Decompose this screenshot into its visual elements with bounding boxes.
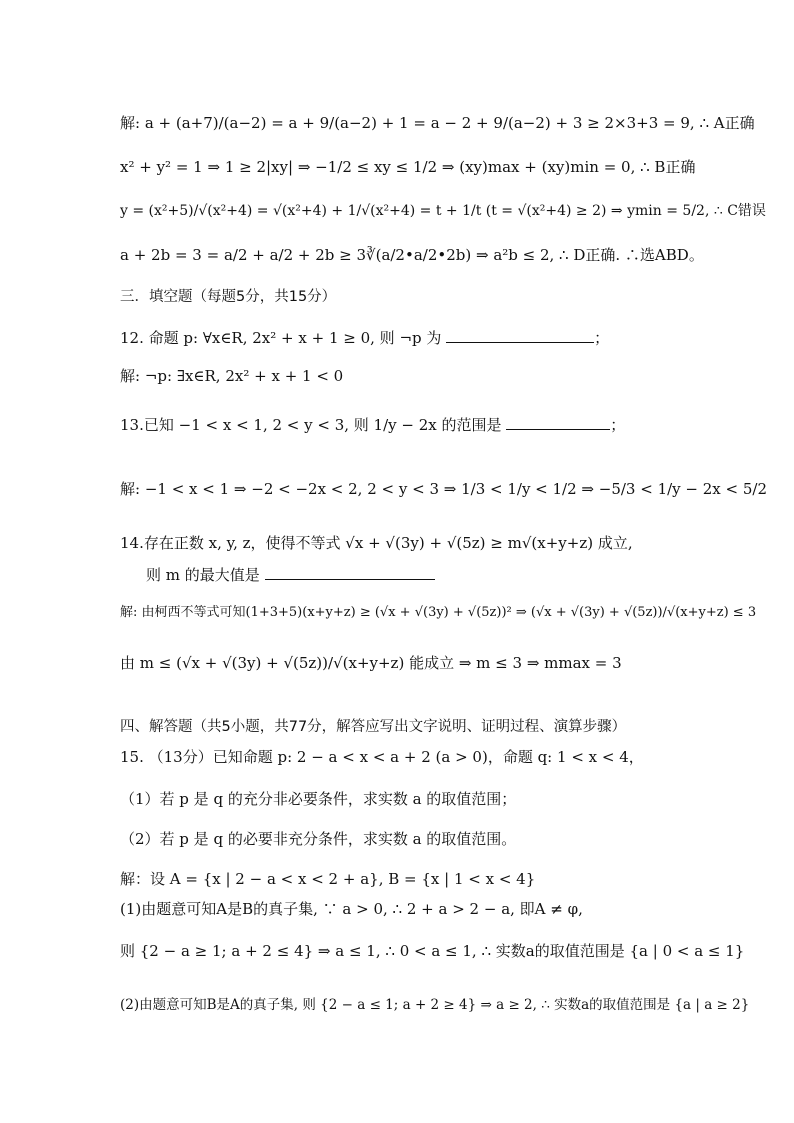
q15-solution-1b: 则 {2 − a ≥ 1; a + 2 ≤ 4} ⇒ a ≤ 1, ∴ 0 < a ≤ 1, ∴ 实数a的取值范围是 {a | 0 < a ≤ 1}	[120, 942, 745, 960]
q13-question-row: 13.已知 −1 < x < 1, 2 < y < 3, 则 1/y − 2x 的范围是 ；	[120, 416, 626, 434]
q14-answer-blank[interactable]	[265, 565, 435, 580]
q15-stem: 15. （13分）已知命题 p: 2 − a < x < a + 2 (a > 0)，命题 q: 1 < x < 4，	[120, 748, 644, 766]
q14-question: 14.存在正数 x, y, z，使得不等式 √x + √(3y) + √(5z) ≥ m√(x+y+z) 成立,	[120, 534, 633, 552]
q13-answer: 解: −1 < x < 1 ⇒ −2 < −2x < 2, 2 < y < 3 ⇒ 1/3 < 1/y < 1/2 ⇒ −5/3 < 1/y − 2x < 5/2	[120, 480, 767, 498]
q12-question: 12. 命题 p: ∀x∈R, 2x² + x + 1 ≥ 0, 则 ¬p 为	[120, 329, 442, 347]
q12-answer-blank[interactable]	[446, 328, 594, 343]
solution-11-line-a-text: 解: a + (a+7)/(a−2) = a + 9/(a−2) + 1 = a − 2 + 9/(a−2) + 3 ≥ 2×3+3 = 9, ∴ A正确	[120, 114, 755, 132]
q14-question2: 则 m 的最大值是	[146, 566, 260, 584]
section-3-title: 三．填空题（每题5分，共15分）	[120, 289, 337, 305]
q15-solution-2: (2)由题意可知B是A的真子集, 则 {2 − a ≤ 1; a + 2 ≥ 4} ⇒ a ≥ 2, ∴ 实数a的取值范围是 {a | a ≥ 2}	[120, 997, 750, 1013]
q15-solution-1a: (1)由题意可知A是B的真子集, ∵ a > 0, ∴ 2 + a > 2 − a, 即A ≠ φ,	[120, 900, 583, 918]
q13-answer-blank[interactable]	[506, 415, 610, 430]
q12-answer: 解: ¬p: ∃x∈R, 2x² + x + 1 < 0	[120, 367, 344, 385]
q13-question: 13.已知 −1 < x < 1, 2 < y < 3, 则 1/y − 2x 的范围是	[120, 416, 502, 434]
q15-part1: （1）若 p 是 q 的充分非必要条件，求实数 a 的取值范围；	[120, 790, 517, 808]
q14-question-row2	[146, 564, 435, 586]
q12-question-row: 12. 命题 p: ∀x∈R, 2x² + x + 1 ≥ 0, 则 ¬p 为 ；	[120, 329, 610, 347]
solution-11-line-b: x² + y² = 1 ⇒ 1 ≥ 2|xy| ⇒ −1/2 ≤ xy ≤ 1/2 ⇒ (xy)max + (xy)min = 0, ∴ B正确	[120, 158, 696, 176]
solution-11-line-c: y = (x²+5)/√(x²+4) = √(x²+4) + 1/√(x²+4) = t + 1/t (t = √(x²+4) ≥ 2) ⇒ ymin = 5/2, ∴ C错误	[120, 203, 766, 219]
q15-solution-set: 解：设 A = {x | 2 − a < x < 2 + a}, B = {x | 1 < x < 4}	[120, 870, 536, 888]
q14-answer-2: 由 m ≤ (√x + √(3y) + √(5z))/√(x+y+z) 能成立 ⇒ m ≤ 3 ⇒ mmax = 3	[120, 654, 622, 672]
solution-11-line-d: a + 2b = 3 = a/2 + a/2 + 2b ≥ 3∛(a/2•a/2•2b) ⇒ a²b ≤ 2, ∴ D正确. ∴选ABD。	[120, 246, 704, 264]
q15-part2: （2）若 p 是 q 的必要非充分条件，求实数 a 的取值范围。	[120, 830, 517, 848]
q14-answer-1: 解: 由柯西不等式可知(1+3+5)(x+y+z) ≥ (√x + √(3y) + √(5z))² ⇒ (√x + √(3y) + √(5z))/√(x+y+z) ≤ 3	[120, 605, 757, 620]
section-4-title: 四、解答题（共5小题，共77分，解答应写出文字说明、证明过程、演算步骤）	[120, 719, 627, 735]
